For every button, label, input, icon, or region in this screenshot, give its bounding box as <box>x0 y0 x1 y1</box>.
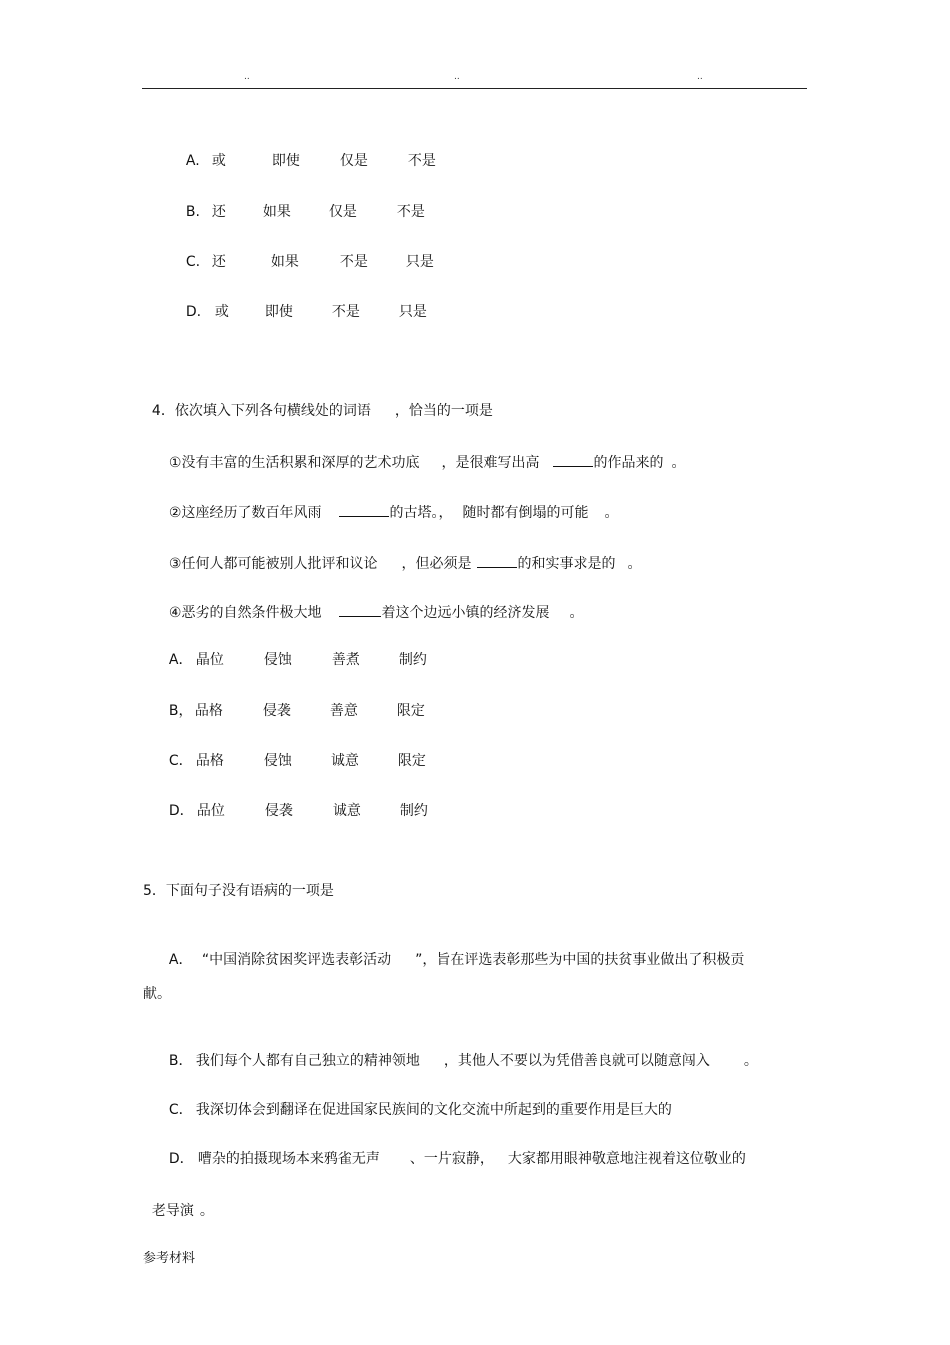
sentence-text: 的古塔。， <box>389 505 453 521</box>
option-word: 如果 <box>270 254 299 270</box>
q5-option-a-continued: 献。 <box>143 986 171 1002</box>
option-word: 仅是 <box>328 204 357 220</box>
q5-option-d <box>160 1132 746 1168</box>
q4-sentence-3 <box>160 535 641 573</box>
option-label: C. <box>185 254 201 270</box>
option-text: 。 <box>743 1053 758 1069</box>
sentence-text: 。 <box>569 605 584 621</box>
option-text: 大家都用眼神敬意地注视着这位敬业的 <box>507 1151 746 1167</box>
option-label: A． <box>168 952 193 968</box>
sentence-text: ，但必须是 <box>401 556 472 572</box>
option-text: ”，旨在评选表彰那些为中国的扶贫事业做出了积极贡 <box>415 952 745 968</box>
option-label: B， <box>168 703 193 719</box>
option-word: 如果 <box>262 204 291 220</box>
q4-option-d <box>160 784 428 820</box>
option-word: 制约 <box>399 803 428 819</box>
option-word: 不是 <box>331 304 360 320</box>
option-word: 侵蚀 <box>263 652 292 668</box>
option-word: 还 <box>211 204 226 220</box>
sentence-text: 的作品来的 <box>593 455 664 471</box>
option-label: B. <box>185 204 200 220</box>
option-word: 限定 <box>397 753 426 769</box>
q4-sentence-4 <box>160 584 583 622</box>
option-label: D. <box>185 304 202 320</box>
option-word: 品位 <box>196 803 225 819</box>
sentence-text: 。 <box>671 455 686 471</box>
option-word: 或 <box>214 304 229 320</box>
q4-title <box>143 384 493 420</box>
option-word: 侵袭 <box>262 703 291 719</box>
option-word: 不是 <box>407 153 436 169</box>
sentence-text: ③任何人都可能被别人批评和议论 <box>168 556 378 572</box>
q3-option-d <box>177 285 427 321</box>
q5-option-a <box>160 933 744 969</box>
option-label: A． <box>168 652 193 668</box>
q3-option-c <box>177 235 434 271</box>
option-text: 嘈杂的拍摄现场本来鸦雀无声 <box>197 1151 380 1167</box>
q4-title-tail: ，恰当的一项是 <box>394 403 493 419</box>
option-word: 即使 <box>271 153 300 169</box>
option-word: 还 <box>211 254 226 270</box>
q4-sentence-2 <box>160 484 618 522</box>
option-word: 只是 <box>405 254 434 270</box>
q4-title-text: 4．依次填入下列各句横线处的词语 <box>151 403 371 419</box>
option-word: 品格 <box>195 753 224 769</box>
sentence-text: ，是很难写出高 <box>441 455 540 471</box>
footer-note: 参考材料 <box>143 1251 196 1266</box>
sentence-text: 。 <box>604 505 619 521</box>
option-word: 制约 <box>398 652 427 668</box>
header-dots-2: .. <box>454 72 460 82</box>
option-label: D． <box>168 803 194 819</box>
sentence-text: 。 <box>627 556 642 572</box>
option-word: 即使 <box>264 304 293 320</box>
option-text: “中国消除贫困奖评选表彰活动 <box>201 952 392 968</box>
option-word: 诚意 <box>330 753 359 769</box>
option-text: 、一片寂静， <box>409 1151 494 1167</box>
sentence-text: 的和实事求是的 <box>517 556 616 572</box>
option-word: 侵蚀 <box>263 753 292 769</box>
header-dots-1: .. <box>244 72 250 82</box>
sentence-text: 随时都有倒塌的可能 <box>462 505 589 521</box>
option-word: 不是 <box>339 254 368 270</box>
option-label: C． <box>168 753 193 769</box>
option-text: 老导演 <box>151 1203 194 1219</box>
option-word: 诚意 <box>332 803 361 819</box>
q4-option-c <box>160 734 426 770</box>
q4-sentence-1 <box>160 434 685 472</box>
q5-title: 5．下面句子没有语病的一项是 <box>143 883 334 899</box>
q5-option-d-continued <box>143 1184 214 1220</box>
header-dots-3: .. <box>697 72 703 82</box>
q3-option-a <box>177 134 436 170</box>
q4-option-b <box>160 684 425 720</box>
option-label: A. <box>185 153 200 169</box>
q4-option-a <box>160 633 427 669</box>
sentence-text: ④恶劣的自然条件极大地 <box>168 605 322 621</box>
option-text: ，其他人不要以为凭借善良就可以随意闯入 <box>443 1053 710 1069</box>
option-word: 侵袭 <box>264 803 293 819</box>
sentence-text: 着这个边远小镇的经济发展 <box>381 605 550 621</box>
option-label: C． <box>168 1102 193 1118</box>
header-rule <box>142 88 807 89</box>
option-word: 仅是 <box>339 153 368 169</box>
option-text: 我深切体会到翻译在促进国家民族间的文化交流中所起到的重要作用是巨大的 <box>195 1102 672 1118</box>
fill-blank[interactable] <box>339 602 381 617</box>
sentence-text: ②这座经历了数百年风雨 <box>168 505 322 521</box>
fill-blank[interactable] <box>477 553 517 568</box>
q5-option-c <box>160 1083 672 1119</box>
q5-option-b <box>160 1034 758 1070</box>
sentence-text: ①没有丰富的生活积累和深厚的艺术功底 <box>168 455 420 471</box>
option-word: 限定 <box>396 703 425 719</box>
option-word: 善意 <box>329 703 358 719</box>
fill-blank[interactable] <box>339 502 389 517</box>
option-word: 只是 <box>398 304 427 320</box>
option-text: 我们每个人都有自己独立的精神领地 <box>195 1053 420 1069</box>
option-word: 或 <box>211 153 226 169</box>
option-label: D． <box>168 1151 194 1167</box>
option-word: 品格 <box>194 703 223 719</box>
fill-blank[interactable] <box>553 452 593 467</box>
option-word: 晶位 <box>195 652 224 668</box>
q3-option-b <box>177 185 425 221</box>
option-word: 善煮 <box>331 652 360 668</box>
option-label: B． <box>168 1053 193 1069</box>
option-text: 。 <box>199 1203 214 1219</box>
option-word: 不是 <box>396 204 425 220</box>
